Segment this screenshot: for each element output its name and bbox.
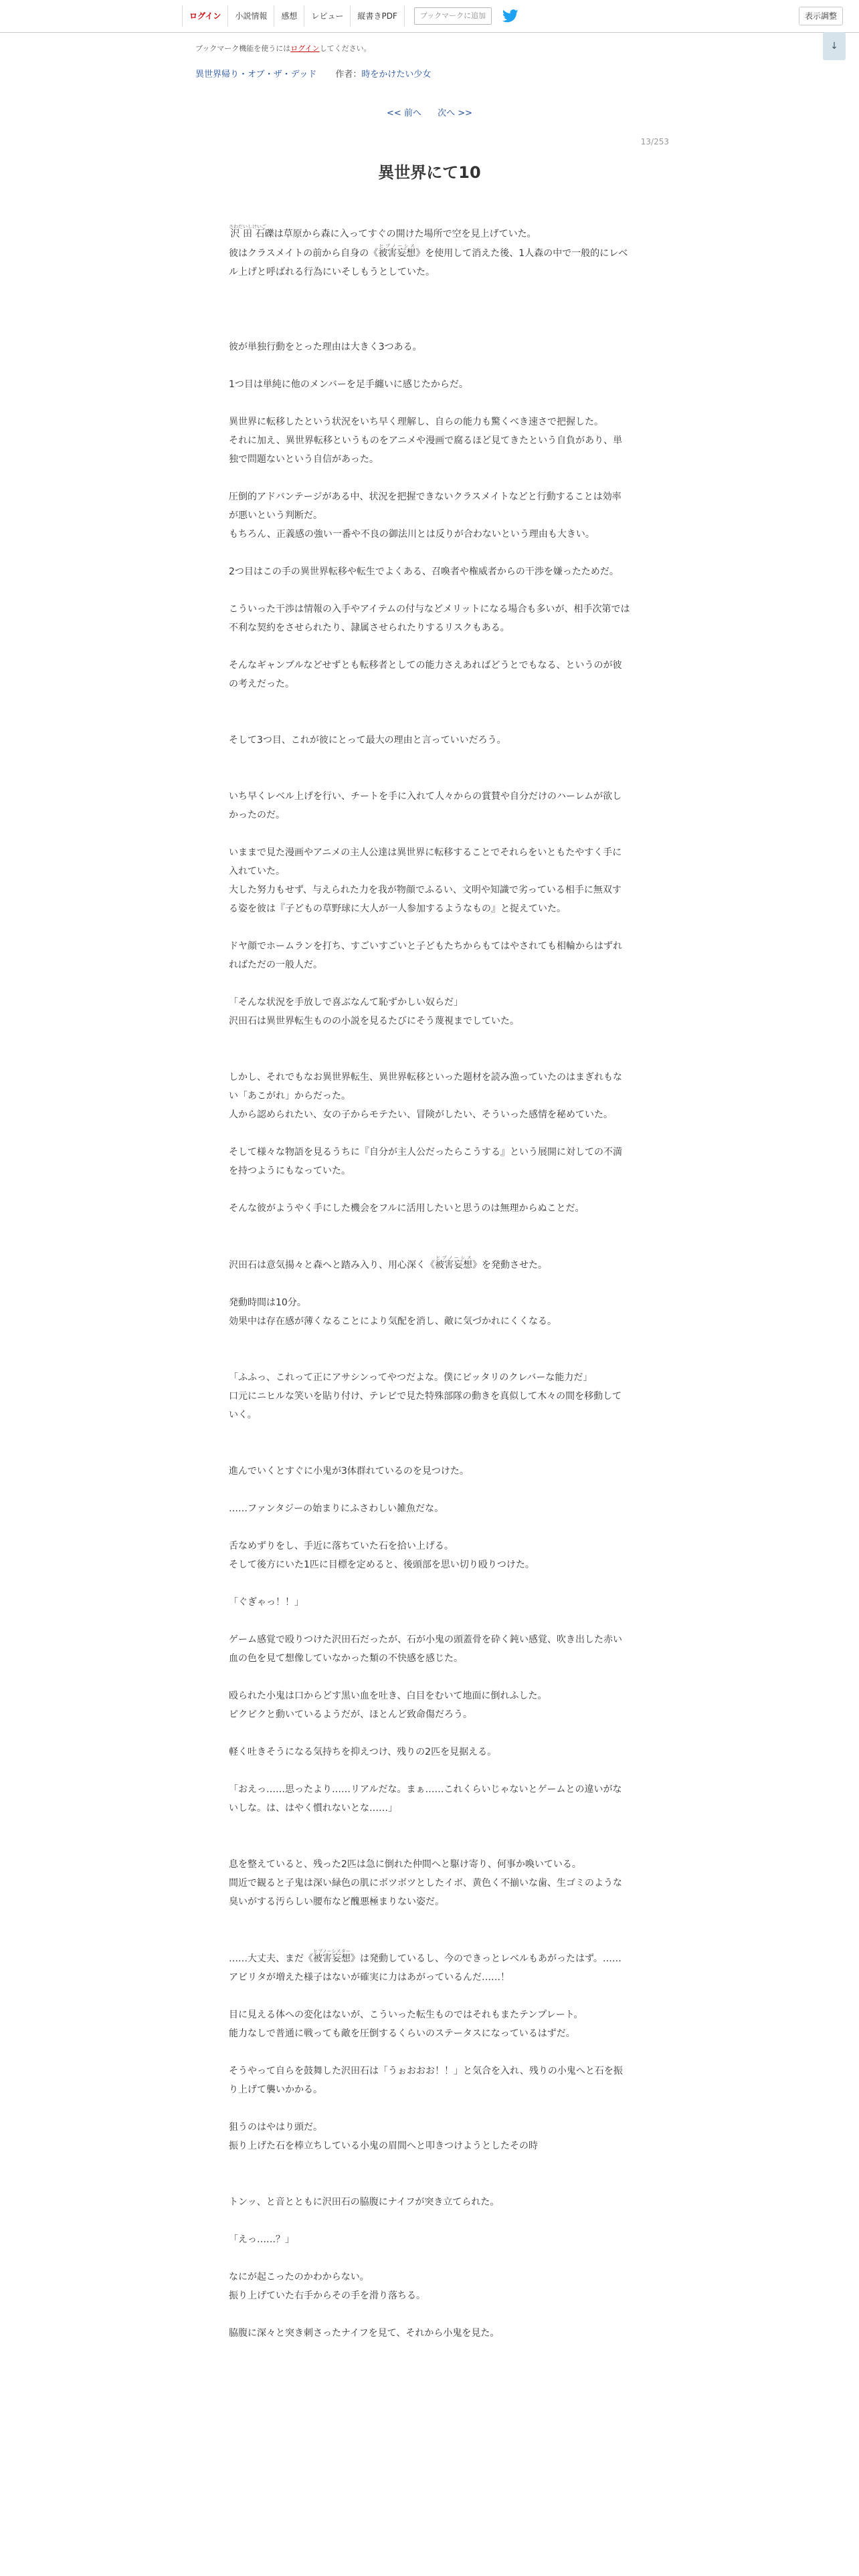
novel-paragraph: ドヤ顔でホームランを打ち、すごいすごいと子どもたちからもてはやされても相輪からはずれればただの一般人だ。 — [229, 941, 622, 970]
nav-login[interactable]: ログイン — [182, 5, 227, 27]
ruby-skill — [313, 1949, 351, 1964]
novel-paragraph — [229, 1930, 630, 1949]
top-navigation-bar — [0, 0, 859, 33]
novel-paragraph — [229, 356, 630, 375]
novel-paragraph — [229, 637, 630, 656]
novel-paragraph — [229, 1443, 630, 1462]
novel-paragraph: 「ふふっ、これって正にアサシンってやつだよな。僕にピッタリのクレバーな能力だ」 口元にニヒルな笑いを貼り付け、テレビで見た特殊部隊の動きを真似して木々の間を移動していく。 — [229, 1372, 622, 1420]
novel-paragraph-skill-2 — [229, 1255, 630, 1275]
novel-paragraph — [229, 974, 630, 993]
main-nav — [182, 5, 518, 27]
ruby-base: 被害妄想 — [378, 248, 416, 259]
author-name-link[interactable]: 時をかけたい少女 — [361, 70, 432, 80]
paragraph-text: 彼はクラスメイトの前から自身の《 — [229, 248, 379, 259]
novel-paragraph — [229, 1237, 630, 1255]
ruby-base: 沢田石 — [229, 229, 266, 239]
novel-paragraph: 狙うのはやはり頭だ。 振り上げた石を棒立ちしている小鬼の眉間へと叩きつけようとしたその時 — [229, 2122, 538, 2151]
novel-paragraph — [229, 319, 630, 338]
episode-title: 異世界にて10 — [378, 163, 481, 182]
novel-paragraph: 進んでいくとすぐに小鬼が3体群れているのを見つけた。 — [229, 1466, 469, 1477]
novel-paragraph-skill-1 — [229, 243, 630, 282]
novel-paragraph — [229, 1724, 630, 1743]
novel-paragraph — [229, 2305, 630, 2324]
novel-paragraph — [229, 1424, 630, 1443]
series-title-link[interactable]: 異世界帰り・オブ・ザ・デッド — [195, 70, 317, 80]
novel-paragraph — [229, 544, 630, 562]
novel-paragraph — [229, 1049, 630, 1068]
novel-paragraph — [229, 1275, 630, 1293]
novel-paragraph: 軽く吐きそうになる気持ちを抑えつけ、残りの2匹を見据える。 — [229, 1747, 497, 1757]
chapter-number: 13/253 — [640, 137, 669, 146]
ruby-sawada — [229, 224, 266, 239]
paragraph-text: 》を発動させた。 — [472, 1260, 547, 1271]
nav-impressions[interactable]: 感想 — [274, 5, 304, 27]
novel-paragraph: 「おえっ……思ったより……リアルだな。まぁ……これくらいじゃないとゲームとの違いがないしな。は、はやく慣れないとな……」 — [229, 1784, 622, 1814]
novel-paragraph — [229, 394, 630, 413]
author-label: 作者： — [335, 70, 362, 80]
novel-paragraph — [229, 1668, 630, 1687]
novel-paragraph: しかし、それでもなお異世界転生、異世界転移といった題材を読み漁っていたのはまぎれもない「あこがれ」からだった。 人から認められたい、女の子からモテたい、冒険がしたい、そういった感情を秘めていた。 — [229, 1072, 622, 1120]
novel-paragraph — [229, 581, 630, 600]
novel-paragraph: 「ぐぎゃっ！！」 — [229, 1597, 304, 1608]
novel-paragraph: 息を整えていると、残った2匹は急に倒れた仲間へと駆け寄り、何事か喚いている。 間近で観ると子鬼は深い緑色の肌にボツボツとしたイボ、黄色く不揃いな歯、生ゴミのような臭いがする汚らしい腰布など醜悪極まりない姿だ。 — [229, 1859, 622, 1907]
novel-paragraph — [229, 918, 630, 937]
novel-paragraphs — [229, 282, 630, 2343]
novel-paragraph: こういった干渉は情報の入手やアイテムの付与などメリットになる場合も多いが、相手次第では不利な契約をさせられたり、隷属させられたりするリスクもある。 — [229, 604, 630, 633]
ruby-skill — [378, 243, 416, 259]
notice-login-link[interactable]: ログイン — [290, 44, 320, 53]
novel-paragraph: 脇腹に深々と突き刺さったナイフを見て、それから小鬼を見た。 — [229, 2328, 500, 2339]
paragraph-text: 礫は草原から森に入ってすぐの開けた場所で空を見上げていた。 — [264, 229, 537, 239]
novel-paragraph — [229, 1612, 630, 1630]
series-info — [195, 67, 431, 80]
novel-paragraph: 発動時間は10分。 効果中は存在感が薄くなることにより気配を消し、敵に気づかれにくくなる。 — [229, 1297, 557, 1327]
next-chapter-link[interactable]: 次へ >> — [438, 108, 472, 118]
novel-paragraph-first — [229, 224, 630, 243]
novel-paragraph: 「えっ……？」 — [229, 2234, 294, 2245]
twitter-icon[interactable] — [502, 9, 518, 23]
novel-paragraph — [229, 1180, 630, 1199]
novel-paragraph — [229, 469, 630, 488]
novel-paragraph: 異世界に転移したという状況をいち早く理解し、自らの能力も驚くべき速さで把握した。 それに加え、異世界転移というものをアニメや漫画で腐るほど見てきたという自負があり、単独で問題ないという自信があった。 — [229, 417, 623, 465]
novel-paragraph — [229, 2043, 630, 2062]
novel-paragraph: そんなギャンブルなどせずとも転移者としての能力さえあればどうとでもなる、というのが彼の考えだった。 — [229, 660, 622, 689]
novel-paragraph: そうやって自らを鼓舞した沢田石は「うぉおおお！！」と気合を入れ、残りの小鬼へと石を振り上げて襲いかかる。 — [229, 2066, 623, 2095]
novel-paragraph — [229, 1124, 630, 1143]
novel-paragraph — [229, 1481, 630, 1499]
ruby-text: ヒプノーシス — [378, 243, 416, 249]
novel-paragraph: 1つ目は単純に他のメンバーを足手纏いに感じたからだ。 — [229, 379, 468, 390]
novel-paragraph — [229, 2155, 630, 2174]
novel-paragraph: 彼が単独行動をとった理由は大きく3つある。 — [229, 342, 422, 352]
ruby-base: 被害妄想 — [313, 1953, 351, 1964]
novel-paragraph — [229, 768, 630, 787]
scroll-button[interactable]: ↓ — [823, 32, 846, 60]
novel-paragraph: そんな彼がようやく手にした機会をフルに活用したいと思うのは無理からぬことだ。 — [229, 1203, 585, 1214]
nav-novel-info[interactable]: 小説情報 — [227, 5, 274, 27]
novel-body — [229, 224, 630, 2343]
notice-prefix: ブックマーク機能を使うには — [195, 44, 291, 53]
novel-paragraph — [229, 2099, 630, 2118]
novel-paragraph — [229, 750, 630, 768]
bookmark-login-notice — [195, 43, 371, 53]
novel-paragraph: 目に見える体への変化はないが、こういった転生ものではそれもまたテンプレート。 能力なしで普通に戦っても敵を圧倒するくらいのステータスになっているはずだ。 — [229, 2010, 583, 2039]
novel-paragraph — [229, 2212, 630, 2230]
novel-paragraph — [229, 282, 630, 300]
paragraph-text: 》を使用して消えた後、1人森の中で一般的にレベル上げと呼ばれる行為にいそしもうとしていた。 — [229, 248, 628, 278]
novel-paragraph: 2つ目はこの手の異世界転移や転生でよくある、召喚者や権威者からの干渉を嫌ったためだ。 — [229, 566, 619, 577]
chapter-pager — [0, 106, 859, 118]
novel-paragraph — [229, 300, 630, 319]
novel-paragraph — [229, 2174, 630, 2193]
ruby-text: ヒプノーシスター — [313, 1949, 351, 1954]
nav-review[interactable]: レビュー — [304, 5, 350, 27]
ruby-text: ヒプノーシス — [435, 1255, 472, 1261]
novel-paragraph — [229, 2249, 630, 2268]
novel-paragraph — [229, 1818, 630, 1836]
novel-paragraph: 舌なめずりをし、手近に落ちていた石を拾い上げる。 そして後方にいた1匹に目標を定めると、後頭部を思い切り殴りつけた。 — [229, 1541, 535, 1570]
novel-paragraph: 圧倒的アドバンテージがある中、状況を把握できないクラスメイトなどと行動することは効率が悪いという判断だ。 もちろん、正義感の強い一番や不良の御法川とは反りが合わないという理由も大きい。 — [229, 492, 622, 540]
novel-paragraph — [229, 1331, 630, 1350]
novel-paragraph: いままで見た漫画やアニメの主人公達は異世界に転移することでそれらをいともたやすく手に入れていた。 大した努力もせず、与えられた力を我が物顔でふるい、文明や知識で劣っている相手に無双する姿を彼は『子どもの草野球に大人が一人参加するようなもの』と捉えていた。 — [229, 847, 622, 914]
novel-paragraph — [229, 825, 630, 843]
novel-paragraph — [229, 1987, 630, 2006]
novel-paragraph — [229, 712, 630, 731]
notice-suffix: してください。 — [319, 44, 371, 53]
add-bookmark-button[interactable]: ブックマークに追加 — [414, 7, 492, 25]
novel-paragraph — [229, 1574, 630, 1593]
novel-paragraph — [229, 1911, 630, 1930]
novel-paragraph — [229, 1350, 630, 1368]
novel-paragraph — [229, 1518, 630, 1537]
paragraph-text: 》は発動しているし、今のできっとレベルもあがったはず。……アビリタが増えた様子はないが確実に力はあがっているんだ……！ — [229, 1953, 622, 1983]
novel-paragraph: トンッ、と音とともに沢田石の脇腹にナイフが突き立てられた。 — [229, 2197, 500, 2208]
novel-paragraph — [229, 693, 630, 712]
nav-vertical-pdf[interactable]: 縦書きPDF — [350, 5, 404, 27]
novel-paragraph: そして3つ目、これが彼にとって最大の理由と言っていいだろう。 — [229, 735, 506, 746]
novel-paragraph: なにが起こったのかわからない。 振り上げていた右手からその手を滑り落ちる。 — [229, 2272, 425, 2301]
novel-paragraph: 「そんな状況を手放しで喜ぶなんて恥ずかしい奴らだ」 沢田石は異世界転生ものの小説を見るたびにそう蔑視までしていた。 — [229, 997, 519, 1027]
display-settings-button[interactable]: 表示調整 — [799, 7, 843, 25]
novel-paragraph: ゲーム感覚で殴りつけた沢田石だったが、石が小鬼の頭蓋骨を砕く鈍い感覚、吹き出した赤い血の色を見て想像していなかった類の不快感を感じた。 — [229, 1634, 622, 1664]
novel-paragraph — [229, 1836, 630, 1855]
paragraph-text: 沢田石は意気揚々と森へと踏み入り、用心深く《 — [229, 1260, 435, 1271]
novel-paragraph — [229, 1761, 630, 1780]
novel-paragraph — [229, 1031, 630, 1049]
novel-paragraph: 殴られた小鬼は口からどす黒い血を吐き、白目をむいて地面に倒れふした。 ピクピクと動いているようだが、ほとんど致命傷だろう。 — [229, 1691, 547, 1720]
novel-paragraph: いち早くレベル上げを行い、チートを手に入れて人々からの賞賛や自分だけのハーレムが欲しかったのだ。 — [229, 791, 622, 821]
novel-paragraph-skill-3 — [229, 1949, 630, 1987]
paragraph-text: ……大丈夫、まだ《 — [229, 1953, 313, 1964]
ruby-skill — [435, 1255, 472, 1271]
ruby-text: さわだいしけいご — [229, 224, 266, 229]
novel-paragraph: そして様々な物語を見るうちに『自分が主人公だったらこうする』という展開に対しての不満を持つようにもなっていた。 — [229, 1147, 622, 1176]
prev-chapter-link[interactable]: << 前へ — [387, 108, 421, 118]
novel-paragraph — [229, 1218, 630, 1237]
ruby-base: 被害妄想 — [435, 1260, 472, 1271]
novel-paragraph: ……ファンタジーの始まりにふさわしい雑魚だな。 — [229, 1503, 444, 1514]
